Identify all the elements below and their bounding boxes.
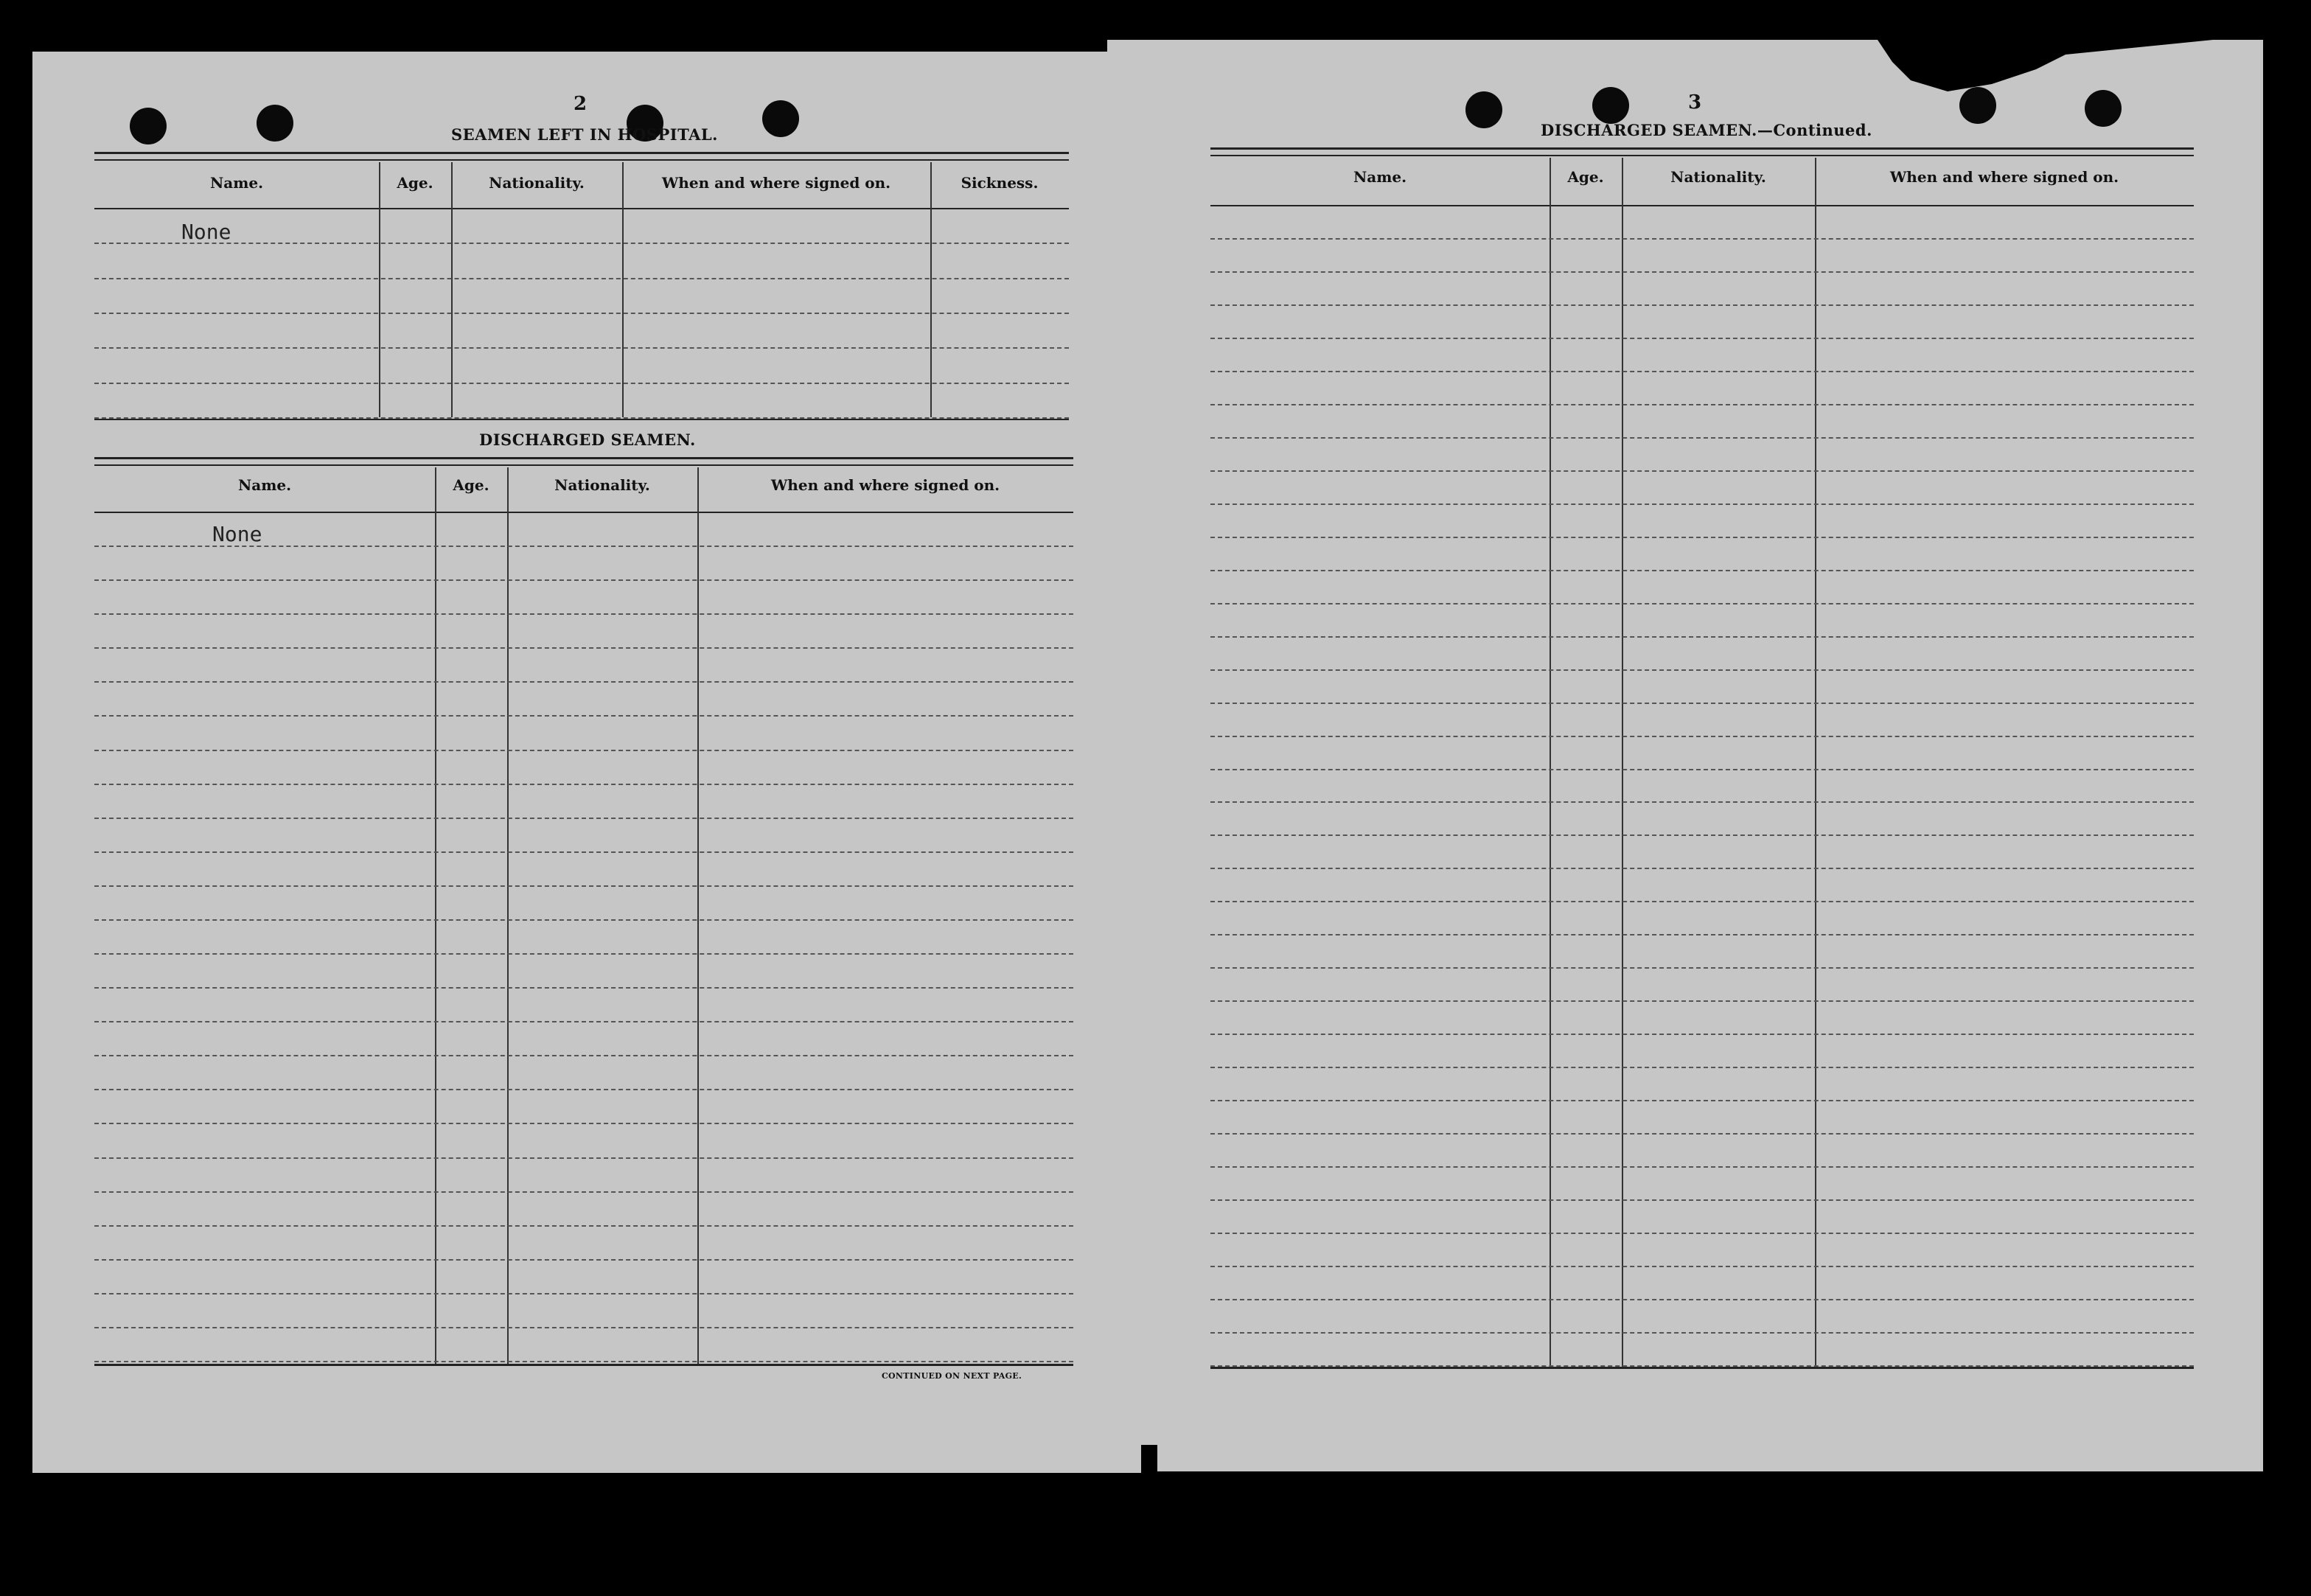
ruled-line (1210, 537, 2194, 538)
ruled-line (1210, 1000, 2194, 1002)
ruled-line (1210, 703, 2194, 704)
ruled-line (94, 1293, 1073, 1294)
ruled-line (94, 579, 1073, 581)
ruled-line (1210, 801, 2194, 803)
ruled-line (1210, 901, 2194, 902)
ruled-line (1210, 769, 2194, 770)
col-header-nationality: Nationality. (489, 174, 585, 192)
ruled-line (94, 784, 1073, 785)
punch-hole (762, 100, 799, 137)
ruled-line (94, 885, 1073, 887)
ruled-line (94, 613, 1073, 615)
ruled-line (1210, 371, 2194, 372)
ruled-line (94, 1191, 1073, 1193)
ruled-line (1210, 338, 2194, 339)
ruled-line (94, 313, 1069, 314)
punch-hole (1959, 87, 1996, 124)
ruled-line (1210, 967, 2194, 969)
discharged-section-title: DISCHARGED SEAMEN. (479, 431, 696, 449)
ruled-line (1210, 1100, 2194, 1101)
ruled-line (1210, 238, 2194, 240)
col-header-name: Name. (237, 476, 292, 494)
ruled-line (94, 919, 1073, 921)
discharged-continued-title: DISCHARGED SEAMEN.—Continued. (1541, 121, 1872, 139)
col-header-age: Age. (397, 174, 433, 192)
hospital-entry-name: None (181, 220, 231, 244)
col-header-age: Age. (453, 476, 489, 494)
ruled-line (1210, 1332, 2194, 1334)
col-header-nationality: Nationality. (554, 476, 650, 494)
ruled-line (94, 1123, 1073, 1124)
ruled-line (94, 818, 1073, 819)
ruled-line (1210, 304, 2194, 306)
punch-hole (2085, 90, 2122, 127)
ruled-line (94, 953, 1073, 955)
ruled-line (94, 647, 1073, 649)
ruled-line (1210, 1067, 2194, 1068)
col-header-nationality: Nationality. (1670, 168, 1766, 186)
page-number-right: 3 (1688, 91, 1702, 114)
ruled-line (1210, 1166, 2194, 1168)
ruled-line (1210, 570, 2194, 571)
ruled-line (94, 750, 1073, 751)
ruled-line (94, 1089, 1073, 1090)
continued-footer: CONTINUED ON NEXT PAGE. (882, 1371, 1022, 1381)
punch-hole (257, 105, 293, 142)
ruled-line (94, 1361, 1073, 1362)
discharged-table (94, 457, 1073, 1365)
ruled-line (94, 1225, 1073, 1227)
ruled-line (1210, 470, 2194, 472)
ruled-line (1210, 1299, 2194, 1300)
punch-hole (130, 108, 167, 144)
col-header-name: Name. (1353, 168, 1407, 186)
discharged-entry-name: None (212, 522, 262, 546)
ruled-line (94, 278, 1069, 279)
ruled-line (94, 1021, 1073, 1022)
ruled-line (1210, 271, 2194, 273)
page-gutter (1141, 1445, 1157, 1482)
ruled-line (94, 1327, 1073, 1328)
ruled-line (1210, 934, 2194, 935)
ruled-line (94, 987, 1073, 989)
ruled-line (1210, 636, 2194, 638)
ruled-line (94, 715, 1073, 717)
col-header-name: Name. (209, 174, 264, 192)
ruled-line (1210, 1233, 2194, 1234)
ruled-line (1210, 1199, 2194, 1201)
punch-hole (1592, 87, 1629, 124)
ruled-line (1210, 834, 2194, 836)
ruled-line (1210, 1034, 2194, 1035)
punch-hole (1465, 91, 1502, 128)
ruled-line (1210, 503, 2194, 505)
col-header-age: Age. (1567, 168, 1604, 186)
ruled-line (1210, 404, 2194, 405)
ruled-line (1210, 669, 2194, 671)
ruled-line (1210, 736, 2194, 737)
ruled-line (94, 1055, 1073, 1056)
ruled-line (94, 243, 1069, 244)
ruled-line (94, 1259, 1073, 1261)
hospital-section-title: SEAMEN LEFT IN HOSPITAL. (451, 125, 718, 144)
ruled-line (94, 851, 1073, 853)
col-header-signed-on: When and where signed on. (1889, 168, 2119, 186)
col-header-signed-on: When and where signed on. (661, 174, 891, 192)
ruled-line (1210, 1266, 2194, 1267)
discharged-continued-table (1210, 147, 2194, 1368)
page-number-left: 2 (574, 93, 588, 115)
ruled-line (94, 347, 1069, 349)
ruled-line (1210, 437, 2194, 439)
ruled-line (94, 681, 1073, 683)
hospital-table (94, 152, 1069, 420)
ruled-line (94, 1157, 1073, 1159)
ruled-line (1210, 1133, 2194, 1135)
col-header-sickness: Sickness. (961, 174, 1039, 192)
col-header-signed-on: When and where signed on. (770, 476, 1000, 494)
ruled-line (1210, 603, 2194, 604)
ruled-line (94, 383, 1069, 384)
ruled-line (1210, 868, 2194, 869)
